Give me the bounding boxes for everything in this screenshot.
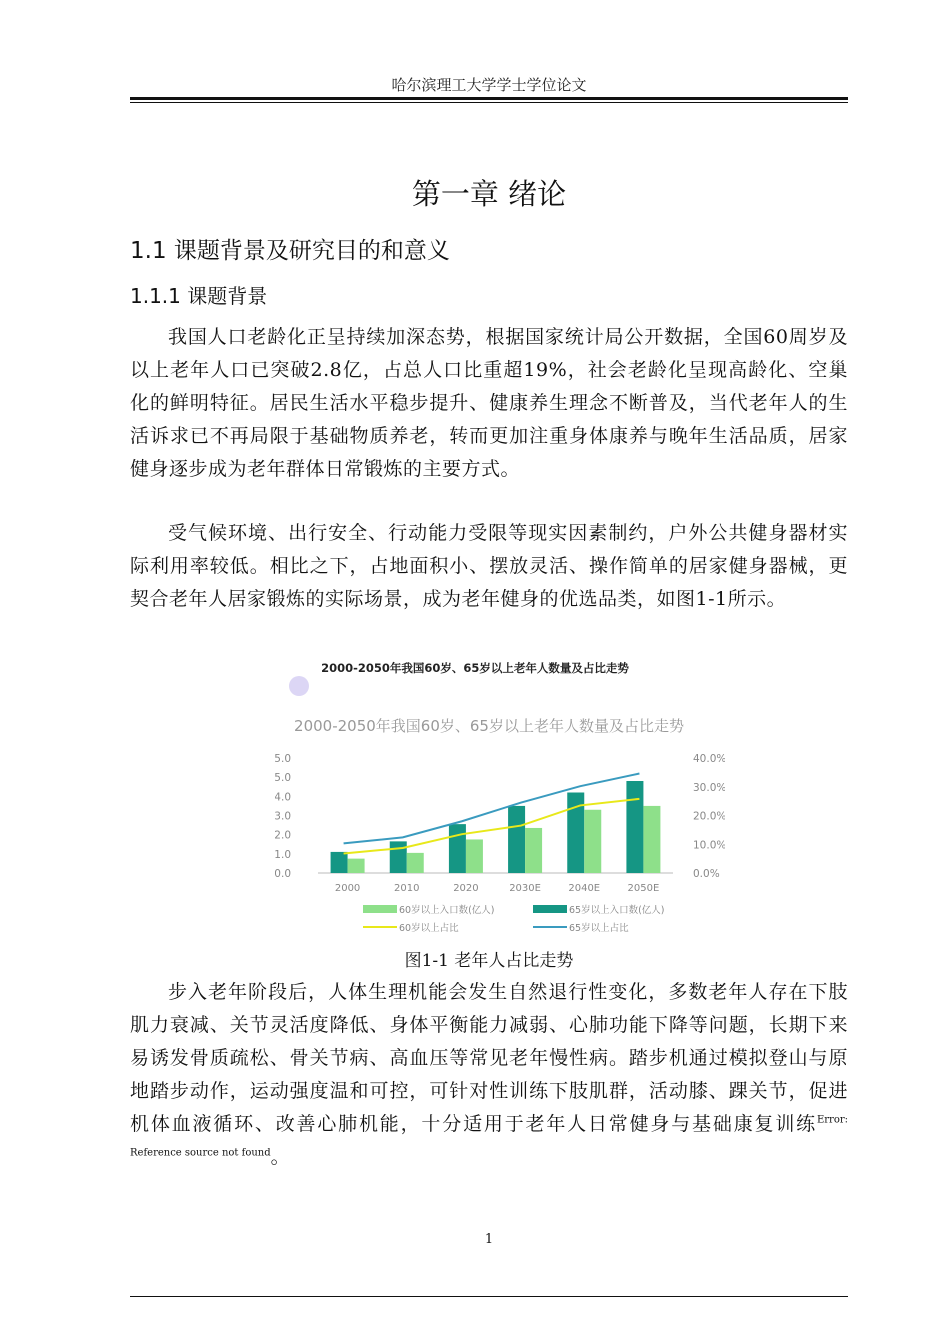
chart-plot xyxy=(275,753,725,934)
bar-60-count xyxy=(643,806,660,873)
y-right-tick-label: 20.0% xyxy=(693,810,725,823)
x-tick-label: 2010 xyxy=(394,883,420,894)
y-left-tick-label: 5.0 xyxy=(275,772,291,785)
x-tick-label: 2040E xyxy=(568,883,601,894)
figure-caption: 图1-1 老年人占比走势 xyxy=(404,951,574,971)
bar-65-count xyxy=(390,841,407,873)
bar-65-count xyxy=(508,806,525,873)
paragraph-1: 我国人口老龄化正呈持续加深态势，根据国家统计局公开数据，全国60周岁及以上老年人口已突破2.8亿，占总人口比重超19%，社会老龄化呈现高龄化、空巢化的鲜明特征。居民生活水平稳步提升、健康养生理念不断普及，当代老年人的生活诉求已不再局限于基础物质养老，转而更加注重身体康养与晚年生活品质，居家健身逐步成为老年群体日常锻炼的主要方式。 xyxy=(130,326,848,480)
bar-60-count xyxy=(466,839,483,873)
reference-error: Error: Reference source not found xyxy=(130,1114,848,1159)
legend-swatch xyxy=(533,905,567,913)
legend-label: 65岁以上入口数(亿人) xyxy=(569,905,665,916)
x-tick-label: 2020 xyxy=(453,883,479,894)
y-right-tick-label: 0.0% xyxy=(693,868,720,880)
y-left-tick-label: 4.0 xyxy=(275,791,291,804)
legend-label: 60岁以上入口数(亿人) xyxy=(399,905,495,916)
y-left-tick-label: 5.0 xyxy=(275,753,291,765)
bar-65-count xyxy=(626,781,643,873)
bar-65-count xyxy=(449,824,466,873)
paragraph-3 xyxy=(130,976,848,1174)
bar-60-count xyxy=(525,828,542,873)
chart-svg xyxy=(275,654,725,944)
x-tick-label: 2000 xyxy=(334,883,361,894)
x-tick-label: 2030E xyxy=(509,883,541,894)
bar-60-count xyxy=(407,853,424,873)
legend-label: 65岁以上占比 xyxy=(569,923,629,934)
section-heading: 1.1 课题背景及研究目的和意义 xyxy=(130,238,450,264)
header-rule-thick xyxy=(130,97,848,100)
bar-60-count xyxy=(584,810,601,873)
subsection-heading: 1.1.1 课题背景 xyxy=(130,284,268,308)
paragraph-2: 受气候环境、出行安全、行动能力受限等现实因素制约，户外公共健身器材实际利用率较低。相比之下，占地面积小、摆放灵活、操作简单的居家健身器械，更契合老年人居家锻炼的实际场景，成为老年健身的优选品类，如图1-1所示。 xyxy=(130,522,848,610)
chart-decoration-dot xyxy=(289,676,309,696)
bar-60-count xyxy=(348,859,365,873)
y-left-tick-label: 2.0 xyxy=(275,829,291,842)
legend-swatch xyxy=(363,905,397,913)
page-number: 1 xyxy=(484,1232,494,1247)
figure-chart xyxy=(275,654,725,944)
header-rule-thin xyxy=(130,102,848,103)
bar-65-count xyxy=(331,852,348,873)
y-right-tick-label: 10.0% xyxy=(693,839,725,852)
y-right-tick-label: 40.0% xyxy=(693,753,725,765)
y-left-tick-label: 3.0 xyxy=(275,810,291,823)
y-right-tick-label: 30.0% xyxy=(693,781,725,794)
footer-rule xyxy=(130,1296,848,1297)
paragraph-3-end: 。 xyxy=(270,1146,291,1168)
y-left-tick-label: 0.0 xyxy=(275,868,291,880)
y-left-tick-label: 1.0 xyxy=(275,848,291,861)
chapter-title: 第一章 绪论 xyxy=(411,177,567,211)
chart-subtitle: 2000-2050年我国60岁、65岁以上老年人数量及占比走势 xyxy=(294,717,684,735)
legend-label: 60岁以上占比 xyxy=(399,923,459,934)
x-tick-label: 2050E xyxy=(627,883,660,894)
paragraph-3-text: 步入老年阶段后，人体生理机能会发生自然退行性变化，多数老年人存在下肢肌力衰减、关节灵活度降低、身体平衡能力减弱、心肺功能下降等问题，长期下来易诱发骨质疏松、骨关节病、高血压等常见老年慢性病。踏步机通过模拟登山与原地踏步动作，运动强度温和可控，可针对性训练下肢肌群，活动膝、踝关节，促进机体血液循环、改善心肺机能，十分适用于老年人日常健身与基础康复训练 xyxy=(130,981,848,1135)
running-header: 哈尔滨理工大学学士学位论文 xyxy=(391,76,587,94)
chart-title: 2000-2050年我国60岁、65岁以上老年人数量及占比走势 xyxy=(321,661,629,675)
